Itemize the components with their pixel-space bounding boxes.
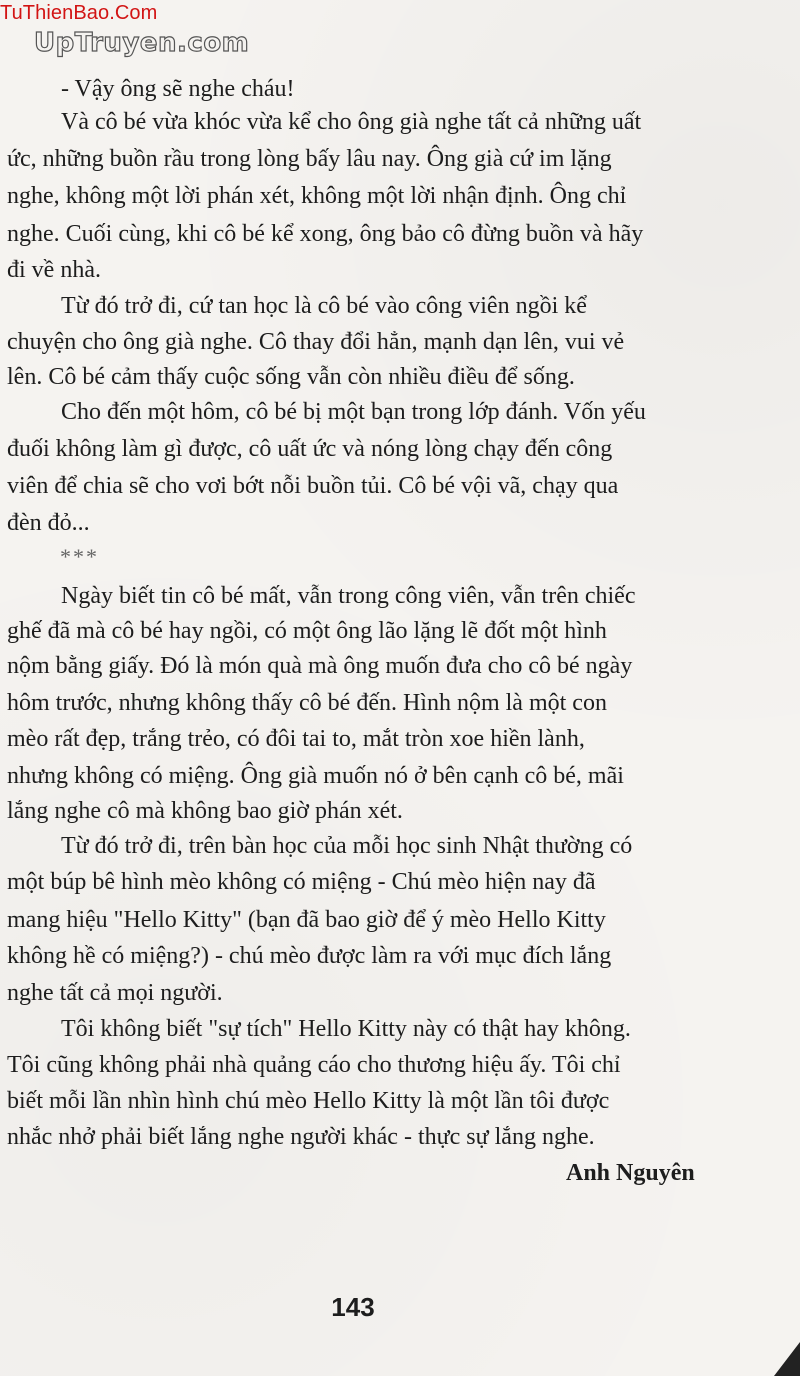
text-line: mang hiệu "Hello Kitty" (bạn đã bao giờ để ý mèo Hello Kitty bbox=[7, 907, 606, 933]
text-line: ghế đã mà cô bé hay ngồi, có một ông lão lặng lẽ đốt một hình bbox=[7, 618, 607, 644]
text-line: - Vậy ông sẽ nghe cháu! bbox=[61, 76, 295, 102]
text-line: nhắc nhở phải biết lắng nghe người khác - thực sự lắng nghe. bbox=[7, 1124, 595, 1150]
text-line: không hề có miệng?) - chú mèo được làm ra với mục đích lắng bbox=[7, 943, 612, 969]
text-line: viên để chia sẽ cho vơi bớt nỗi buồn tủi. Cô bé vội vã, chạy qua bbox=[7, 473, 619, 499]
text-line: đuối không làm gì được, cô uất ức và nóng lòng chạy đến công bbox=[7, 436, 613, 462]
text-line: Cho đến một hôm, cô bé bị một bạn trong lớp đánh. Vốn yếu bbox=[61, 399, 646, 425]
text-line: chuyện cho ông già nghe. Cô thay đổi hẳn, mạnh dạn lên, vui vẻ bbox=[7, 329, 625, 355]
site-watermark-overlay: UpTruyen.com bbox=[34, 28, 250, 58]
text-line: mèo rất đẹp, trắng trẻo, có đôi tai to, mắt tròn xoe hiền lành, bbox=[7, 726, 585, 752]
text-line: lên. Cô bé cảm thấy cuộc sống vẫn còn nhiều điều để sống. bbox=[7, 364, 575, 390]
text-line: Từ đó trở đi, cứ tan học là cô bé vào công viên ngồi kể bbox=[61, 293, 587, 319]
site-watermark-top: TuThienBao.Com bbox=[0, 2, 158, 24]
page-number: 143 bbox=[331, 1292, 375, 1322]
text-line: nghe tất cả mọi người. bbox=[7, 980, 223, 1006]
page-corner-shadow bbox=[774, 1342, 800, 1376]
author-name: Anh Nguyên bbox=[566, 1160, 695, 1186]
text-line: đèn đỏ... bbox=[7, 510, 90, 536]
section-separator: *** bbox=[60, 544, 99, 569]
text-line: đi về nhà. bbox=[7, 257, 101, 283]
text-line: lắng nghe cô mà không bao giờ phán xét. bbox=[7, 798, 403, 824]
text-line: Ngày biết tin cô bé mất, vẫn trong công viên, vẫn trên chiếc bbox=[61, 583, 636, 609]
text-line: Và cô bé vừa khóc vừa kể cho ông già nghe tất cả những uất bbox=[61, 109, 642, 135]
text-line: biết mỗi lần nhìn hình chú mèo Hello Kitty là một lần tôi được bbox=[7, 1088, 610, 1114]
text-line: nhưng không có miệng. Ông già muốn nó ở bên cạnh cô bé, mãi bbox=[7, 763, 624, 789]
text-line: nộm bằng giấy. Đó là món quà mà ông muốn đưa cho cô bé ngày bbox=[7, 653, 633, 679]
text-line: Từ đó trở đi, trên bàn học của mỗi học sinh Nhật thường có bbox=[61, 833, 633, 859]
text-line: ức, những buồn rầu trong lòng bấy lâu nay. Ông già cứ im lặng bbox=[7, 146, 612, 172]
text-line: nghe. Cuối cùng, khi cô bé kể xong, ông bảo cô đừng buồn và hãy bbox=[7, 221, 644, 247]
text-line: nghe, không một lời phán xét, không một lời nhận định. Ông chỉ bbox=[7, 183, 627, 209]
text-line: Tôi không biết "sự tích" Hello Kitty này có thật hay không. bbox=[61, 1016, 631, 1042]
text-line: một búp bê hình mèo không có miệng - Chú mèo hiện nay đã bbox=[7, 869, 596, 895]
text-line: Tôi cũng không phải nhà quảng cáo cho thương hiệu ấy. Tôi chỉ bbox=[7, 1052, 621, 1078]
text-line: hôm trước, nhưng không thấy cô bé đến. Hình nộm là một con bbox=[7, 690, 607, 716]
